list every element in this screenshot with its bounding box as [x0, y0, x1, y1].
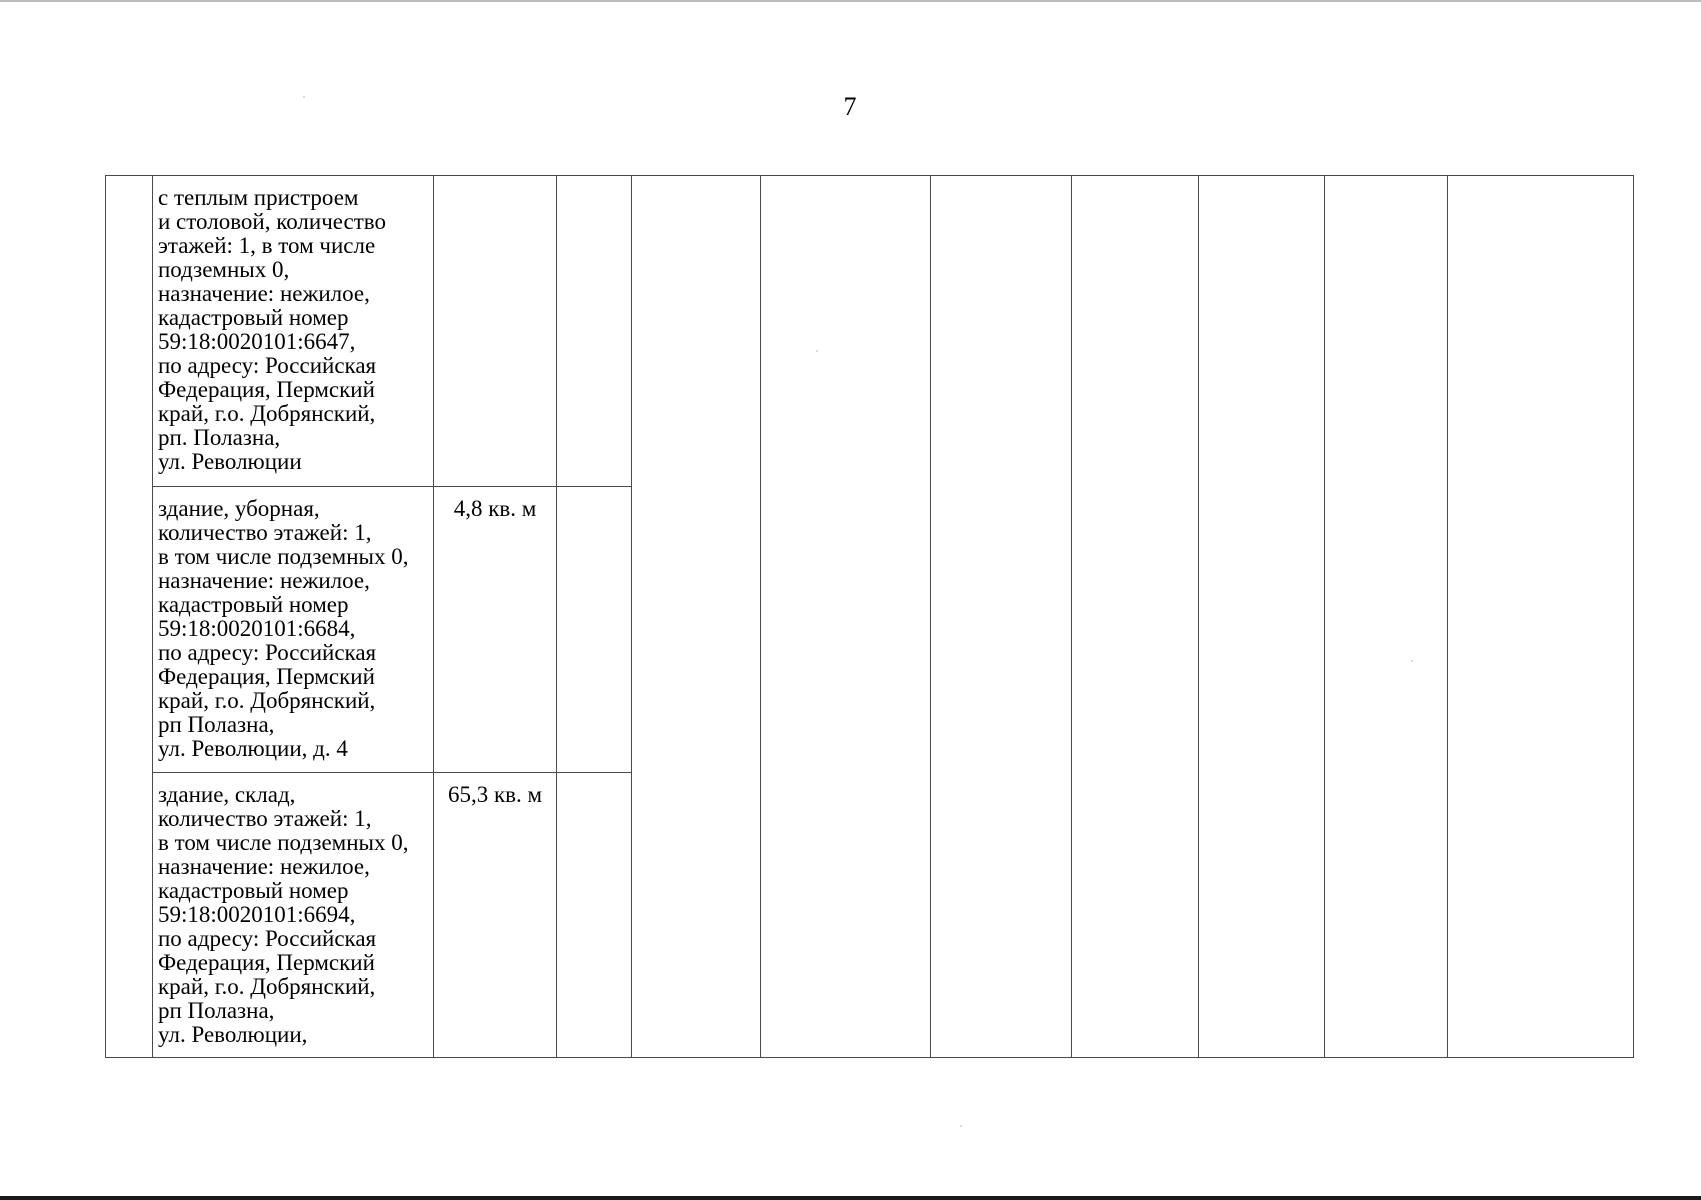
scan-speck [960, 1125, 962, 1127]
column-line-1 [152, 175, 153, 1058]
table-row-2-area: 4,8 кв. м [453, 496, 537, 521]
column-line-8 [1198, 175, 1199, 1058]
column-line-9 [1324, 175, 1325, 1058]
row-separator-2 [152, 772, 632, 773]
column-line-0 [105, 175, 106, 1058]
table-bottom-border [105, 1057, 1634, 1058]
column-line-10 [1447, 175, 1448, 1058]
scan-edge-bottom [0, 1196, 1701, 1200]
column-line-11 [1633, 175, 1634, 1058]
column-line-5 [760, 175, 761, 1058]
row-separator-1 [152, 486, 632, 487]
column-line-6 [930, 175, 931, 1058]
scan-speck [303, 96, 305, 98]
table-row-2-description: здание, уборная, количество этажей: 1, в том числе подземных 0, назначение: нежилое, кадастровый номер 59:18:0020101:6684, по адресу: Российская Федерация, Пермский край, г.о. Добрянский, рп Полазна, ул. Революции, д. 4 [158, 496, 409, 761]
column-line-3 [556, 175, 557, 1058]
table-row-1-description: с теплым пристроем и столовой, количество этажей: 1, в том числе подземных 0, назначение: нежилое, кадастровый номер 59:18:0020101:6647, по адресу: Российская Федерация, Пермский край, г.о. Добрянский, рп. Полазна, ул. Революции [158, 185, 387, 474]
column-line-7 [1071, 175, 1072, 1058]
scan-speck [1411, 660, 1413, 662]
table-row-3-description: здание, склад, количество этажей: 1, в том числе подземных 0, назначение: нежилое, кадастровый номер 59:18:0020101:6694, по адресу: Российская Федерация, Пермский край, г.о. Добрянский, рп Полазна, ул. Революции, [158, 782, 409, 1047]
scan-edge-top [0, 0, 1701, 2]
page-number: 7 [843, 92, 857, 121]
table-row-3-area: 65,3 кв. м [447, 782, 543, 807]
table-top-border [105, 175, 1634, 176]
scan-speck [816, 350, 818, 352]
column-line-4 [631, 175, 632, 1058]
column-line-2 [433, 175, 434, 1058]
